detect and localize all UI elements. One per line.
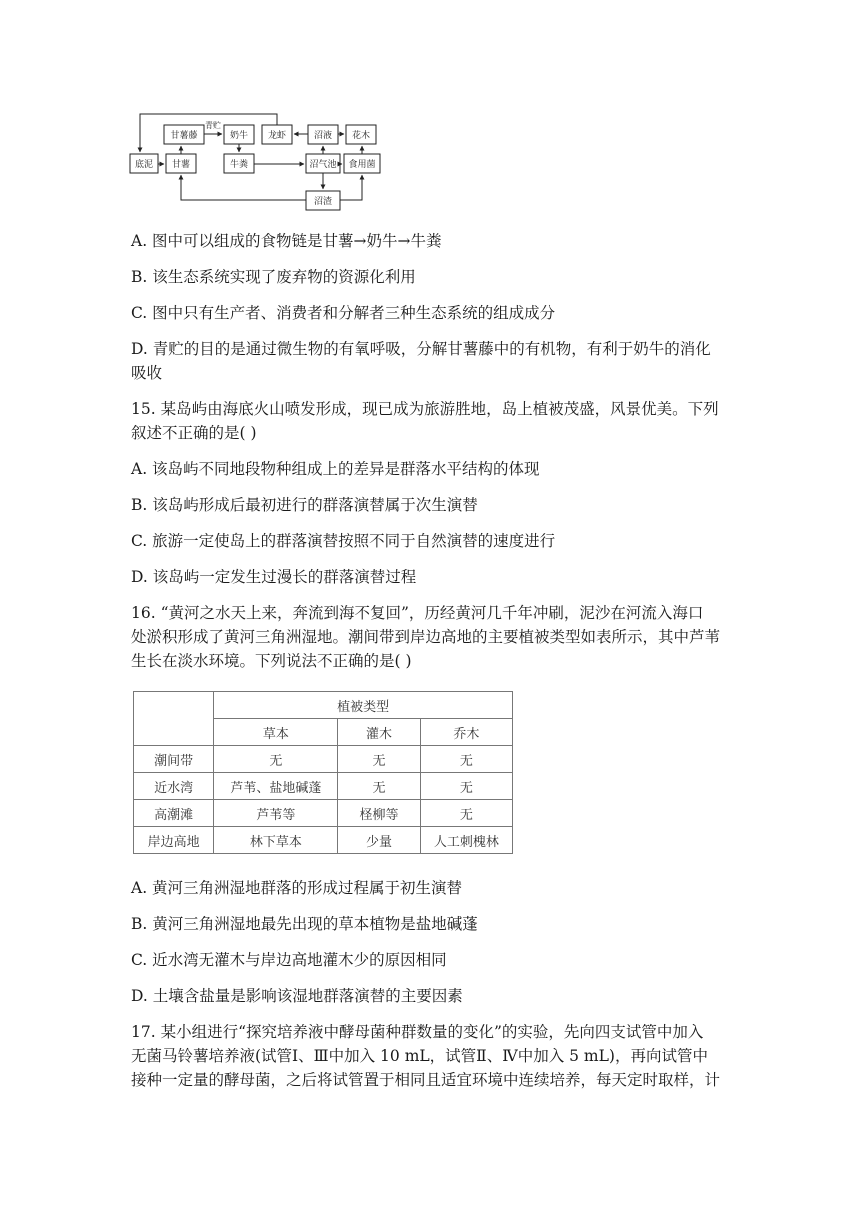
q14-option-c: C. 图中只有生产者、消费者和分解者三种生态系统的组成成分 (131, 304, 556, 322)
q16-option-c: C. 近水湾无灌木与岸边高地灌木少的原因相同 (131, 951, 447, 969)
table-cell: 人工刺槐林 (420, 827, 512, 854)
q16-stem-line1: 16. “黄河之水天上来，奔流到海不复回”，历经黄河几千年冲刷，泥沙在河流入海口 (131, 604, 704, 622)
table-cell: 林下草本 (214, 827, 338, 854)
ecosystem-flow-diagram (126, 108, 396, 216)
q17-stem-line2: 无菌马铃薯培养液(试管Ⅰ、Ⅲ中加入 10 mL，试管Ⅱ、Ⅳ中加入 5 mL)，再向试管中 (131, 1047, 708, 1065)
table-col-header: 草本 (214, 719, 338, 746)
table-cell: 无 (420, 746, 512, 773)
table-cell: 无 (214, 746, 338, 773)
table-cell: 少量 (338, 827, 420, 854)
vegetation-table (133, 691, 513, 854)
q16-stem-line3: 生长在淡水环境。下列说法不正确的是( ) (131, 652, 412, 670)
q15-option-b: B. 该岛屿形成后最初进行的群落演替属于次生演替 (131, 496, 478, 514)
q16-option-d: D. 土壤含盐量是影响该湿地群落演替的主要因素 (131, 987, 463, 1005)
q14-option-a: A. 图中可以组成的食物链是甘薯→奶牛→牛粪 (131, 232, 442, 250)
q14-option-d: D. 青贮的目的是通过微生物的有氧呼吸，分解甘薯藤中的有机物，有利于奶牛的消化 (131, 340, 711, 358)
q14-option-d-cont: 吸收 (131, 364, 163, 382)
table-cell: 柽柳等 (338, 800, 420, 827)
q15-option-a: A. 该岛屿不同地段物种组成上的差异是群落水平结构的体现 (131, 460, 540, 478)
table-row-header: 潮间带 (134, 746, 214, 773)
label-niufen: 牛粪 (229, 160, 249, 170)
label-nainiu: 奶牛 (229, 131, 249, 141)
label-ganshuteng: 甘薯藤 (170, 131, 198, 141)
table-corner-cell (134, 692, 214, 746)
table-row (134, 773, 513, 800)
q16-option-a: A. 黄河三角洲湿地群落的形成过程属于初生演替 (131, 879, 463, 897)
label-zhaoye: 沼液 (313, 131, 333, 141)
q15-option-c: C. 旅游一定使岛上的群落演替按照不同于自然演替的速度进行 (131, 532, 556, 550)
table-cell: 无 (338, 773, 420, 800)
q17-stem-line3: 接种一定量的酵母菌，之后将试管置于相同且适宜环境中连续培养，每天定时取样，计 (131, 1071, 721, 1089)
q15-option-d: D. 该岛屿一定发生过漫长的群落演替过程 (131, 568, 417, 586)
table-row-header: 高潮滩 (134, 800, 214, 827)
label-diniq: 底泥 (134, 160, 154, 170)
q15-stem-line2: 叙述不正确的是( ) (131, 424, 257, 442)
q14-option-b: B. 该生态系统实现了废弃物的资源化利用 (131, 268, 416, 286)
label-shiyongjun: 食用菌 (348, 160, 376, 170)
q16-option-b: B. 黄河三角洲湿地最先出现的草本植物是盐地碱蓬 (131, 915, 478, 933)
label-longxia: 龙虾 (267, 131, 287, 141)
table-col-header: 灌木 (338, 719, 420, 746)
label-zhaozha: 沼渣 (313, 197, 333, 207)
label-zhaoqichi: 沼气池 (309, 160, 337, 170)
table-cell: 芦苇等 (214, 800, 338, 827)
table-row (134, 746, 513, 773)
table-col-header: 乔木 (420, 719, 512, 746)
table-group-header: 植被类型 (214, 692, 513, 719)
table-row (134, 800, 513, 827)
table-cell: 芦苇、盐地碱蓬 (214, 773, 338, 800)
table-row-header: 近水湾 (134, 773, 214, 800)
table-row (134, 827, 513, 854)
q15-stem-line1: 15. 某岛屿由海底火山喷发形成，现已成为旅游胜地，岛上植被茂盛，风景优美。下列 (131, 400, 719, 418)
table-row-header: 岸边高地 (134, 827, 214, 854)
table-cell: 无 (420, 800, 512, 827)
table-cell: 无 (420, 773, 512, 800)
q16-stem-line2: 处淤积形成了黄河三角洲湿地。潮间带到岸边高地的主要植被类型如表所示，其中芦苇 (131, 628, 721, 646)
label-ganshu: 甘薯 (171, 160, 191, 170)
table-cell: 无 (338, 746, 420, 773)
q17-stem-line1: 17. 某小组进行“探究培养液中酵母菌种群数量的变化”的实验，先向四支试管中加入 (131, 1023, 704, 1041)
label-huamu: 花木 (351, 131, 371, 141)
edge-label-qingzhu: 青贮 (205, 121, 221, 130)
